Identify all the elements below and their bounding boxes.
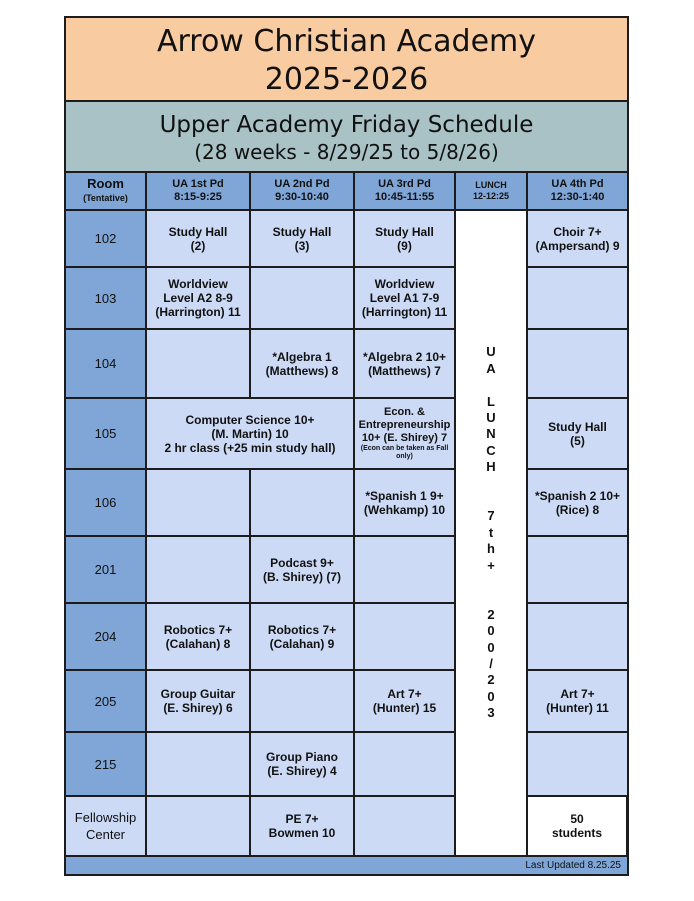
class-cell [250,210,354,267]
header-pd4-time: 12:30-1:40 [550,191,605,203]
lunch-letter: 0 [487,688,495,704]
class-cell [250,329,354,398]
class-cell [250,603,354,670]
header-lunch [455,173,527,210]
header-pd3 [354,173,455,210]
empty-cell [250,469,354,536]
lunch-letter: 3 [487,705,495,721]
class-name: Worldview [374,277,435,291]
class-name: *Spanish 2 10+ [534,488,621,503]
class-cell [354,267,455,329]
subtitle-line-1: Upper Academy Friday Schedule [159,112,534,138]
lunch-letter: 7 [487,508,495,524]
header-row [66,173,627,210]
lunch-letter [456,492,526,508]
empty-cell [146,732,250,796]
class-name: Study Hall [548,419,607,434]
class-cell [146,670,250,732]
class-name: Robotics 7+ [267,622,337,637]
last-updated: Last Updated 8.25.25 [66,855,627,874]
class-cell [354,469,455,536]
empty-cell [250,267,354,329]
class-name: Art 7+ [387,687,422,701]
class-level: Level A2 8-9 [163,291,233,305]
class-name: Podcast 9+ [270,555,334,570]
class-count: (2) [190,238,206,253]
lunch-letter: A [486,360,496,376]
empty-cell [527,536,627,603]
header-lunch-label: LUNCH [475,180,507,190]
empty-cell [527,267,627,329]
row-201 [66,536,627,603]
row-204 [66,603,627,670]
class-note: 2 hr class (+25 min study hall) [164,440,336,455]
header-pd4-label: UA 4th Pd [551,178,604,190]
schedule-table [66,173,627,857]
class-name: Computer Science 10+ [185,412,315,427]
class-cell [527,469,627,536]
lunch-count-label: students [551,826,602,840]
class-name: Econ. & [384,406,425,418]
header-room-sub: (Tentative) [83,193,128,203]
lunch-letter: N [486,426,496,442]
row-103 [66,267,627,329]
class-name: Robotics 7+ [163,622,233,637]
lunch-letter: 0 [487,623,495,639]
class-cell [250,732,354,796]
row-102 [66,210,627,267]
header-room [66,173,146,210]
class-teacher: (Hunter) 11 [546,701,609,715]
lunch-letter: U [486,409,496,425]
class-name: Art 7+ [560,687,595,701]
class-teacher: (M. Martin) 10 [211,426,289,441]
class-name: Group Piano [266,750,338,764]
class-teacher: (E. Shirey) 6 [163,701,233,715]
lunch-letter [456,377,526,393]
room-103: 103 [66,267,146,329]
class-teacher: (E. Shirey) 4 [267,764,337,778]
room-215: 215 [66,732,146,796]
room-name-line-2: Center [85,827,126,842]
header-pd2-label: UA 2nd Pd [274,178,330,190]
class-cell [354,398,455,469]
class-cell [146,267,250,329]
class-name: *Algebra 2 10+ [362,349,447,364]
row-104 [66,329,627,398]
empty-cell [146,469,250,536]
header-pd2 [250,173,354,210]
class-count: (Ampersand) 9 [535,238,620,253]
empty-cell [146,536,250,603]
class-name: *Spanish 1 9+ [365,488,444,503]
lunch-letter [456,590,526,606]
row-215 [66,732,627,796]
class-name: Study Hall [272,224,332,239]
room-102: 102 [66,210,146,267]
class-count: (5) [570,433,585,448]
empty-cell [146,329,250,398]
class-count: (9) [397,238,412,253]
class-cell [527,670,627,732]
row-fellowship [66,796,627,856]
header-pd3-label: UA 3rd Pd [378,178,431,190]
lunch-letter: / [489,656,493,672]
header-room-label: Room [87,176,124,191]
lunch-letter: L [487,393,495,409]
row-105 [66,398,627,469]
lunch-letter: 2 [487,606,495,622]
class-teacher: Bowmen 10 [268,826,336,840]
subtitle-line-2: (28 weeks - 8/29/25 to 5/8/26) [194,140,499,164]
class-cell [354,670,455,732]
class-teacher: (Wehkamp) 10 [363,502,446,517]
lunch-count-number: 50 [570,812,584,826]
header-lunch-time: 12-12:25 [472,191,510,201]
class-teacher: (Harrington) 11 [155,305,241,319]
room-name-line-1: Fellowship [74,810,137,825]
class-name: Worldview [168,277,228,291]
empty-cell [527,732,627,796]
class-cell [527,398,627,469]
lunch-column [455,210,527,856]
empty-cell [354,732,455,796]
empty-cell [250,670,354,732]
lunch-letter: C [486,442,496,458]
class-count: (3) [294,238,310,253]
class-cell [354,210,455,267]
class-cell [146,603,250,670]
lunch-letter: t [488,524,494,540]
empty-cell [354,536,455,603]
header-pd4 [527,173,627,210]
room-105: 105 [66,398,146,469]
row-205 [66,670,627,732]
lunch-letter: U [486,344,496,360]
class-name: Group Guitar [160,687,236,701]
class-name: Study Hall [375,224,434,239]
class-cell [354,329,455,398]
class-footnote: (Econ can be taken as Fall only) [360,445,449,460]
class-teacher: 10+ (E. Shirey) 7 [361,432,448,444]
class-teacher: (Calahan) 8 [165,636,231,651]
title-line-2: 2025-2026 [264,62,429,97]
lunch-letter: 0 [487,639,495,655]
lunch-letter: H [486,459,496,475]
title-line-1: Arrow Christian Academy [156,24,537,59]
room-106: 106 [66,469,146,536]
lunch-letter: h [487,541,495,557]
class-name: Choir 7+ [553,224,602,239]
class-level: Level A1 7-9 [369,291,440,305]
class-cell [527,210,627,267]
header-pd3-time: 10:45-11:55 [374,191,435,203]
class-name: *Algebra 1 [272,349,332,364]
header-pd1-time: 8:15-9:25 [174,191,222,203]
room-205: 205 [66,670,146,732]
class-teacher: (Matthews) 7 [368,363,441,378]
empty-cell [354,796,455,856]
class-teacher: (Harrington) 11 [361,305,448,319]
lunch-letter: + [487,557,495,573]
class-cell [250,536,354,603]
class-teacher: (Hunter) 15 [372,701,437,715]
class-teacher: (Rice) 8 [555,502,600,517]
lunch-letter: 2 [487,672,495,688]
class-name-2: Entrepreneurship [358,419,451,431]
room-201: 201 [66,536,146,603]
lunch-student-count [527,796,627,856]
class-teacher: (B. Shirey) (7) [262,569,341,584]
class-cell-double [146,398,354,469]
header-pd2-time: 9:30-10:40 [275,191,329,203]
room-204: 204 [66,603,146,670]
class-name: Study Hall [168,224,228,239]
empty-cell [527,329,627,398]
header-pd1 [146,173,250,210]
empty-cell [146,796,250,856]
class-cell [146,210,250,267]
lunch-letter [456,476,526,492]
school-title [66,18,627,102]
class-teacher: (Matthews) 8 [265,363,339,378]
row-106 [66,469,627,536]
empty-cell [527,603,627,670]
class-cell [250,796,354,856]
room-fellowship-center [66,796,146,856]
schedule-sheet [64,16,629,876]
lunch-letter [456,574,526,590]
class-name: PE 7+ [285,812,319,826]
empty-cell [354,603,455,670]
header-pd1-label: UA 1st Pd [172,178,224,190]
room-104: 104 [66,329,146,398]
class-teacher: (Calahan) 9 [269,636,335,651]
schedule-subtitle [66,102,627,173]
